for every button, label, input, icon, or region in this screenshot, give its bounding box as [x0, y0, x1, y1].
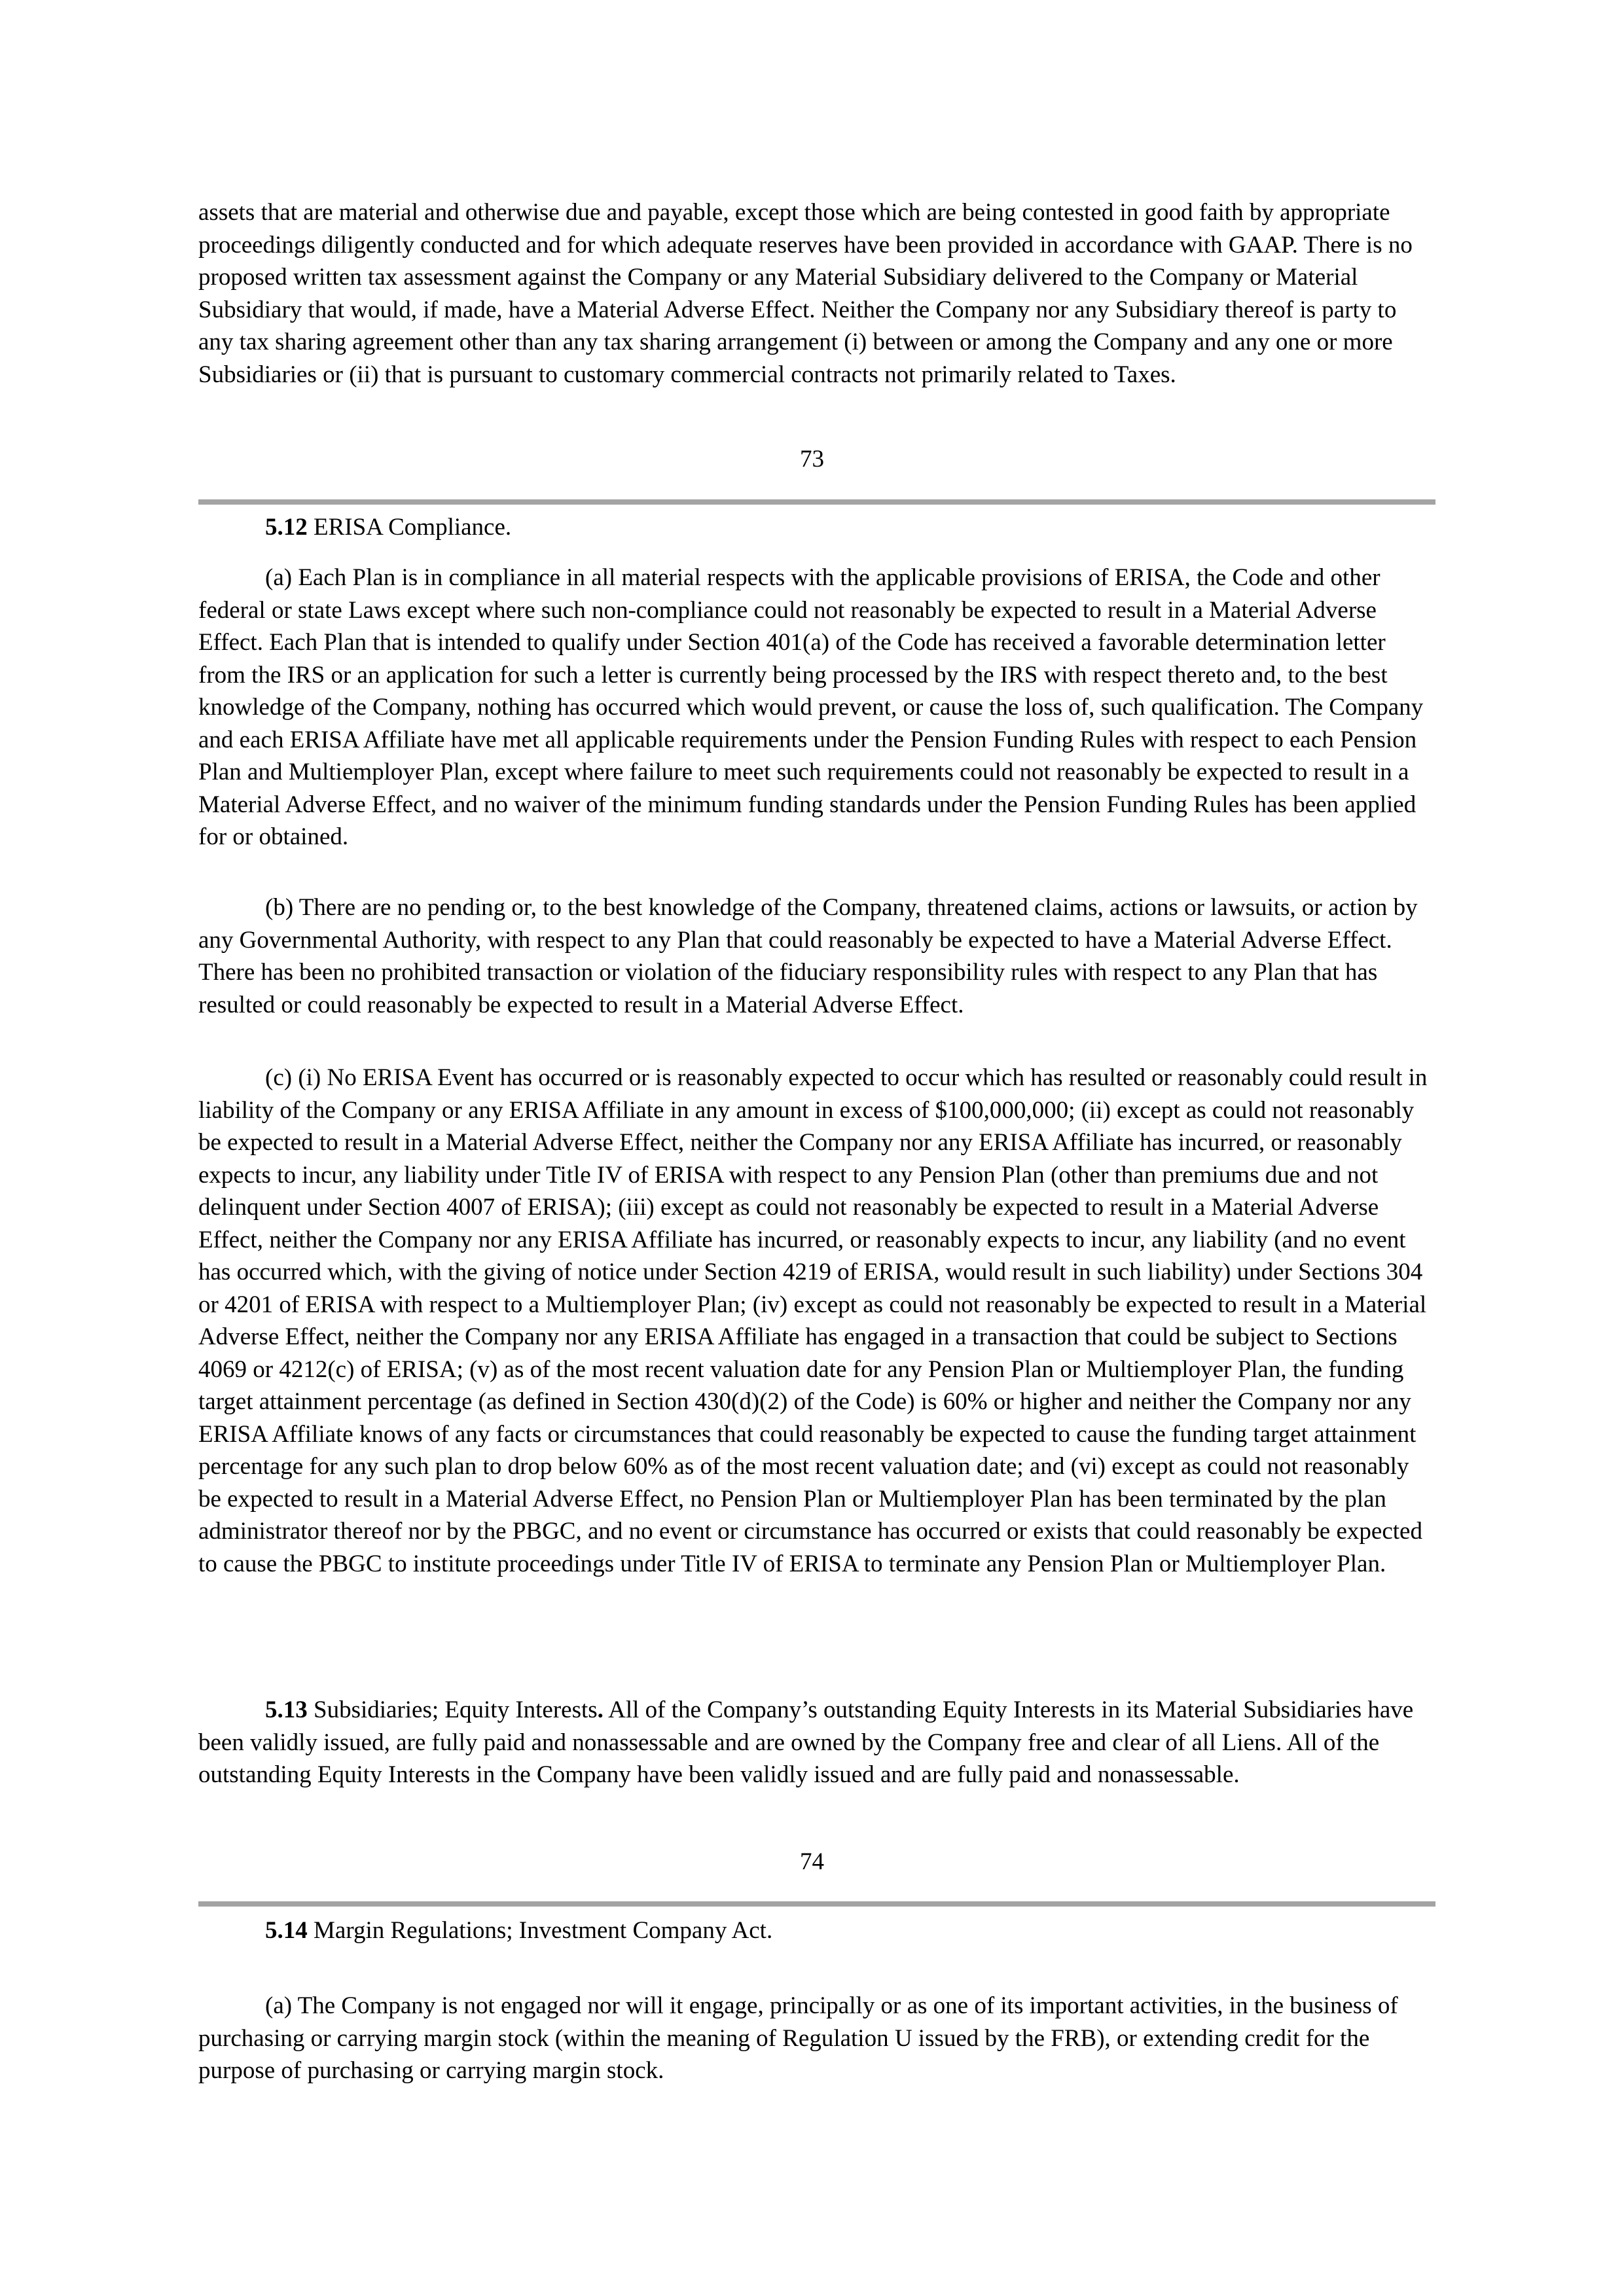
section-body: All of the Company’s outstanding Equity Interests in its Material Subsidiaries have been validly issued, are fully paid and nonassessable and are owned by the Company free and clear of all Liens. All of the outstanding Equity Interests in the Company have been validly issued and are fully paid and nonassessable.	[198, 1696, 1414, 1788]
section-number: 5.12	[265, 514, 308, 541]
page-break-rule	[198, 1901, 1435, 1907]
section-number: 5.14	[265, 1917, 308, 1944]
erisa-paragraph-b: (b) There are no pending or, to the best knowledge of the Company, threatened claims, actions or lawsuits, or action by any Governmental Authority, with respect to any Plan that could reasonably be expected to have a Material Adverse Effect. There has been no prohibited transaction or violation of the fiduciary responsibility rules with respect to any Plan that has resulted or could reasonably be expected to result in a Material Adverse Effect.	[198, 894, 1418, 1018]
section-title: Subsidiaries; Equity Interests	[307, 1696, 598, 1723]
section-heading-5-14	[265, 1914, 772, 1947]
section-number: 5.13	[265, 1696, 308, 1723]
section-heading-5-12	[265, 511, 511, 544]
page-break-rule	[198, 499, 1435, 505]
section-title: ERISA Compliance.	[307, 514, 512, 541]
taxes-paragraph: assets that are material and otherwise due and payable, except those which are being contested in good faith by appropriate proceedings diligently conducted and for which adequate reserves have been provided in accordance with GAAP. There is no proposed written tax assessment against the Company or any Material Subsidiary delivered to the Company or Material Subsidiary that would, if made, have a Material Adverse Effect. Neither the Company nor any Subsidiary thereof is party to any tax sharing agreement other than any tax sharing arrangement (i) between or among the Company and any one or more Subsidiaries or (ii) that is pursuant to customary commercial contracts not primarily related to Taxes.	[198, 199, 1413, 388]
section-title-period: .	[597, 1696, 604, 1723]
erisa-paragraph-a: (a) Each Plan is in compliance in all material respects with the applicable provisions of ERISA, the Code and other federal or state Laws except where such non-compliance could not reasonably be expected to result in a Material Adverse Effect. Each Plan that is intended to qualify under Section 401(a) of the Code has received a favorable determination letter from the IRS or an application for such a letter is currently being processed by the IRS with respect thereto and, to the best knowledge of the Company, nothing has occurred which would prevent, or cause the loss of, such qualification. The Company and each ERISA Affiliate have met all applicable requirements under the Pension Funding Rules with respect to each Pension Plan and Multiemployer Plan, except where failure to meet such requirements could not reasonably be expected to result in a Material Adverse Effect, and no waiver of the minimum funding standards under the Pension Funding Rules has been applied for or obtained.	[198, 564, 1424, 850]
margin-paragraph-a: (a) The Company is not engaged nor will it engage, principally or as one of its important activities, in the business of purchasing or carrying margin stock (within the meaning of Regulation U issued by the FRB), or extending credit for the purpose of purchasing or carrying margin stock.	[198, 1992, 1398, 2084]
page-number-74: 74	[800, 1848, 824, 1875]
erisa-paragraph-c: (c) (i) No ERISA Event has occurred or is reasonably expected to occur which has resulted or reasonably could result in liability of the Company or any ERISA Affiliate in any amount in excess of $100,000,000; (ii) except as could not reasonably be expected to result in a Material Adverse Effect, neither the Company nor any ERISA Affiliate has incurred, or reasonably expects to incur, any liability under Title IV of ERISA with respect to any Pension Plan (other than premiums due and not delinquent under Section 4007 of ERISA); (iii) except as could not reasonably be expected to result in a Material Adverse Effect, neither the Company nor any ERISA Affiliate has incurred, or reasonably expects to incur, any liability (and no event has occurred which, with the giving of notice under Section 4219 of ERISA, would result in such liability) under Sections 304 or 4201 of ERISA with respect to a Multiemployer Plan; (iv) except as could not reasonably be expected to result in a Material Adverse Effect, neither the Company nor any ERISA Affiliate has engaged in a transaction that could be subject to Sections 4069 or 4212(c) of ERISA; (v) as of the most recent valuation date for any Pension Plan or Multiemployer Plan, the funding target attainment percentage (as defined in Section 430(d)(2) of the Code) is 60% or higher and neither the Company nor any ERISA Affiliate knows of any facts or circumstances that could reasonably be expected to cause the funding target attainment percentage for any such plan to drop below 60% as of the most recent valuation date; and (vi) except as could not reasonably be expected to result in a Material Adverse Effect, no Pension Plan or Multiemployer Plan has been terminated by the plan administrator thereof nor by the PBGC, and no event or circumstance has occurred or exists that could reasonably be expected to cause the PBGC to institute proceedings under Title IV of ERISA to terminate any Pension Plan or Multiemployer Plan.	[198, 1064, 1428, 1577]
section-title: Margin Regulations; Investment Company Act.	[307, 1917, 773, 1944]
section-5-13-paragraph	[198, 1694, 1435, 1791]
page-number-73: 73	[800, 446, 824, 473]
